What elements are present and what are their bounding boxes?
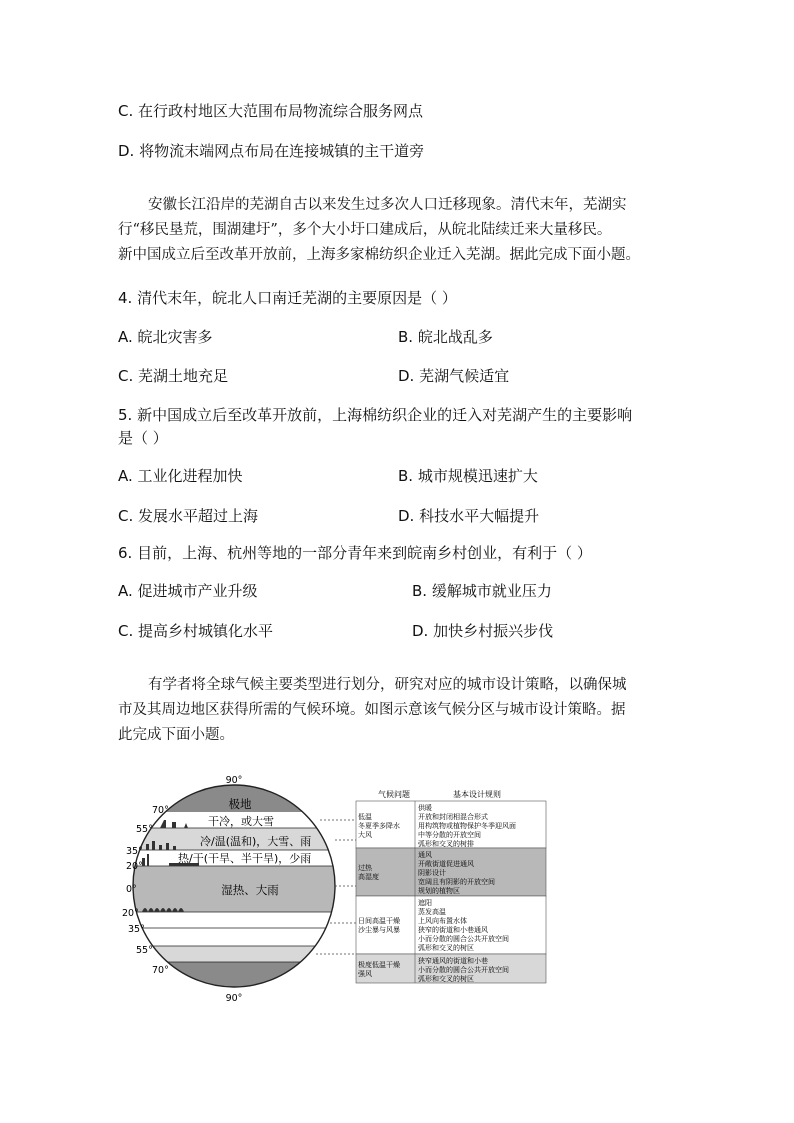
passage-2-line-2: 市及其周边地区获得所需的气候环境。如图示意该气候分区与城市设计策略。据 (118, 702, 626, 718)
q5-option-c: C. 发展水平超过上海 (118, 507, 259, 525)
lat-label-70s: 70° (152, 965, 169, 976)
row4-rule-3: 弧形和交叉的树区 (418, 975, 474, 983)
passage-1-line-2: 行“移民垦荒，围湖建圩”，多个大小圩口建成后，从皖北陆续迁来大量移民。 (118, 222, 612, 238)
zone-label-dry-cold: 干冷，或大雪 (208, 815, 274, 828)
lat-label-35n: 35° (126, 846, 143, 857)
zone-label-temperate: 冷/温(温和)，大雪、雨 (200, 835, 312, 848)
lat-label-55s: 55° (136, 945, 153, 956)
q4-option-a: A. 皖北灾害多 (118, 328, 213, 346)
table-header-rule: 基本设计规则 (453, 790, 501, 799)
row2-problem-2: 高湿度 (358, 873, 379, 881)
row4-rule-2: 小而分散的圆合公共开放空间 (418, 966, 509, 974)
row1-rule-2: 开放和封闭相混合形式 (418, 813, 488, 821)
q5-option-d: D. 科技水平大幅提升 (398, 507, 540, 525)
lat-label-20s: 20° (122, 908, 139, 919)
row1-rule-4: 中等分散的开放空间 (418, 831, 481, 839)
row1-rule-1: 供暖 (418, 804, 432, 812)
row3-rule-4: 狭窄的街道和小巷通风 (418, 926, 488, 934)
q4-option-c: C. 芜湖土地充足 (118, 367, 229, 385)
passage-2-line-3: 此完成下面小题。 (118, 727, 234, 743)
q6-option-b: B. 缓解城市就业压力 (412, 582, 552, 600)
table-header-problem: 气候问题 (378, 790, 410, 799)
row2-rule-2: 开敞街道促进通风 (418, 860, 474, 868)
row1-problem-2: 冬夏季多降水 (358, 822, 400, 830)
row2-rule-5: 规划的植物区 (418, 887, 460, 895)
row2-rule-3: 阴影设计 (418, 869, 446, 877)
q4-stem: 4. 清代末年，皖北人口南迁芜湖的主要原因是（ ） (118, 289, 457, 307)
row1-problem-3: 大风 (358, 831, 372, 839)
q6-option-a: A. 促进城市产业升级 (118, 582, 258, 600)
q4-option-d: D. 芜湖气候适宜 (398, 367, 510, 385)
row3-problem-2: 沙尘暴与风暴 (358, 926, 400, 934)
q3-option-d: D. 将物流末端网点布局在连接城镇的主干道旁 (118, 142, 425, 160)
q3-option-c: C. 在行政村地区大范围布局物流综合服务网点 (118, 102, 424, 120)
row3-rule-2: 蒸发高温 (418, 908, 446, 916)
row1-rule-5: 弧形和交叉的树排 (418, 840, 474, 848)
row2-rule-1: 通风 (418, 851, 432, 859)
q5-stem-line-1: 5. 新中国成立后至改革开放前，上海棉纺织企业的迁入对芜湖产生的主要影响 (118, 406, 633, 424)
row4-problem-2: 强风 (358, 970, 372, 978)
q5-stem-line-2: 是（ ） (118, 429, 168, 447)
zone-label-humid: 湿热、大雨 (221, 883, 279, 897)
lat-label-20n: 20° (126, 861, 143, 872)
band-hot-dry-south (120, 912, 360, 928)
row1-problem-1: 低温 (358, 813, 372, 821)
q4-option-b: B. 皖北战乱多 (398, 328, 493, 346)
q6-option-c: C. 提高乡村城镇化水平 (118, 622, 274, 640)
passage-1-line-1: 安徽长江沿岸的芜湖自古以来发生过多次人口迁移现象。清代末年，芜湖实 (148, 197, 627, 213)
q5-option-b: B. 城市规模迅速扩大 (398, 467, 538, 485)
lat-label-55n: 55° (136, 824, 153, 835)
row2-rule-4: 宽阔且有阴影的开放空间 (418, 878, 495, 886)
row4-problem-1: 极度低温干燥 (358, 961, 400, 969)
passage-1-line-3: 新中国成立后至改革开放前，上海多家棉纺织企业迁入芜湖。据此完成下面小题。 (118, 247, 640, 263)
passage-1 (118, 193, 688, 268)
passage-2 (118, 673, 688, 748)
zone-label-polar: 极地 (228, 797, 252, 811)
q5-option-a: A. 工业化进程加快 (118, 467, 243, 485)
q6-option-d: D. 加快乡村振兴步伐 (412, 622, 554, 640)
passage-2-line-1: 有学者将全球气候主要类型进行划分，研究对应的城市设计策略，以确保城 (148, 677, 627, 693)
lat-label-90s: 90° (225, 993, 243, 1004)
lat-label-70n: 70° (152, 805, 169, 816)
row3-rule-1: 遮阳 (418, 899, 432, 907)
row3-rule-6: 弧形和交叉的树区 (418, 944, 474, 952)
climate-zone-figure (120, 768, 550, 1008)
row4-rule-1: 狭窄通风的街道和小巷 (418, 957, 488, 965)
q6-stem: 6. 目前，上海、杭州等地的一部分青年来到皖南乡村创业，有利于（ ） (118, 544, 592, 562)
row2-problem-1: 过热 (358, 864, 372, 872)
lat-label-90n: 90° (225, 775, 243, 786)
lat-label-35s: 35° (128, 924, 145, 935)
row3-problem-1: 日间高温干燥 (358, 917, 400, 925)
row3-rule-5: 小而分散的圆合公共开放空间 (418, 935, 509, 943)
row3-rule-3: 上风向布置水体 (418, 917, 467, 925)
row1-rule-3: 用构筑物或植物保护冬季迎风面 (418, 822, 516, 830)
zone-label-hot-dry: 热/干(干旱、半干旱)，少雨 (178, 852, 312, 865)
lat-label-equator: 0° (126, 884, 137, 895)
